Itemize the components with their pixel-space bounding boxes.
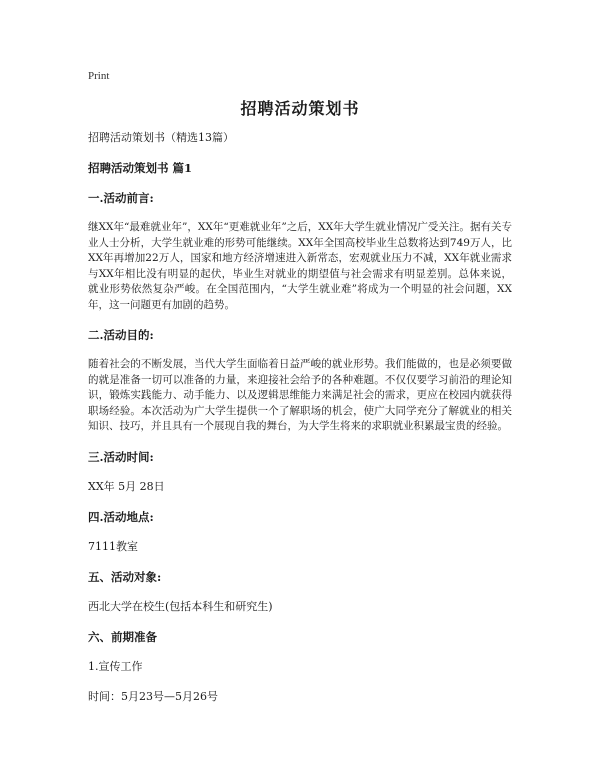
section-body-purpose: 随着社会的不断发展，当代大学生面临着日益严峻的就业形势。我们能做的，也是必须要做的就是准备一切可以准备的力量，来迎接社会给予的各种难题。不仅仅要学习前沿的理论知识，锻炼实践能力、动手能力、以及逻辑思维能力来满足社会的需求，更应在校园内就获得职场经验。本次活动为广大学生提供一个了解职场的机会，使广大同学充分了解就业的相关知识、技巧，并且具有一个展现自我的舞台，为大学生将来的求职就业积累最宝贵的经验。 (88, 358, 512, 432)
section-heading-preparation: 六、前期准备 (88, 629, 157, 644)
section-heading-audience: 五、活动对象: (88, 569, 162, 584)
section-body-preface: 继XX年“最难就业年”，XX年“更难就业年”之后，XX年大学生就业情况广受关注。据有关专业人士分析，大学生就业难的形势可能继续。XX年全国高校毕业生总数将达到749万人，比XX年再增加22万人，国家和地方经济增速进入新常态，宏观就业压力不减，XX年就业需求与XX年相比没有明显的起伏，毕业生对就业的期望值与社会需求有明显差别。总体来说，就业形势依然复杂严峻。在全国范围内，“大学生就业难”将成为一个明显的社会问题，XX年，这一问题更有加剧的趋势。 (88, 221, 512, 311)
preparation-time-line: 时间：5月23号—5月26号 (88, 689, 218, 703)
article-heading: 招聘活动策划书 篇1 (88, 161, 193, 175)
document-body (88, 130, 512, 719)
document-title: 招聘活动策划书 (240, 99, 360, 118)
section-heading-purpose: 二.活动目的: (88, 328, 154, 342)
section-body-location: 7111教室 (88, 539, 138, 553)
print-link[interactable]: Print (88, 70, 110, 82)
section-heading-time: 三.活动时间: (88, 449, 154, 464)
section-body-time: XX年 5月 28日 (88, 479, 165, 493)
section-body-preparation: 1.宣传工作 (88, 659, 143, 673)
section-body-audience: 西北大学在校生(包括本科生和研究生) (88, 599, 273, 613)
section-heading-preface: 一.活动前言: (88, 191, 154, 205)
section-heading-location: 四.活动地点: (88, 509, 154, 524)
document-subtitle: 招聘活动策划书（精选13篇） (88, 131, 234, 144)
